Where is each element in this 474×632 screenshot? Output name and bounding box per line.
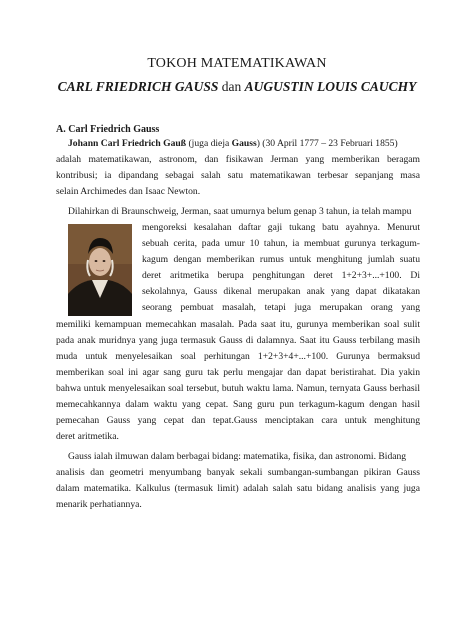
paragraph-line: deret aritmetika. bbox=[56, 431, 119, 442]
paragraph-line: kagum dengan memberikan rumus untuk menghitung jumlah suatu bbox=[142, 254, 420, 265]
paragraph-line: deret aritmetika berupa penghitungan deret 1+2+3+...+100. Di bbox=[142, 270, 420, 281]
paragraph-line: seorang pembuat masalah, tetapi juga merupakan orang yang bbox=[142, 302, 420, 313]
subtitle-name-gauss: CARL FRIEDRICH GAUSS bbox=[57, 79, 219, 94]
section-heading-gauss: A. Carl Friedrich Gauss bbox=[56, 124, 160, 135]
paragraph-line: selain Archimedes dan Isaac Newton. bbox=[56, 186, 201, 197]
page-title: TOKOH MATEMATIKAWAN bbox=[147, 56, 327, 71]
lead-dates: ) (30 April 1777 – 23 Februari 1855) bbox=[256, 138, 398, 149]
subtitle-name-cauchy: AUGUSTIN LOUIS CAUCHY bbox=[244, 79, 417, 94]
paragraph-line: dalam matematika. Kalkulus (termasuk limit) adalah salah satu bidang analisis yang juga bbox=[56, 483, 420, 494]
paragraph-line: kontribusi; ia dipandang sebagai salah satu matematikawan terbesar sepanjang masa bbox=[56, 170, 420, 181]
gauss-portrait-image bbox=[68, 224, 132, 316]
paragraph-line: muda untuk menyelesaikan soal perhitungan 1+2+3+4+...+100. Gurunya bermaksud bbox=[56, 351, 420, 362]
page-subtitle bbox=[0, 79, 474, 95]
paragraph-line: menarik perhatiannya. bbox=[56, 499, 142, 510]
paragraph-line: Dilahirkan di Braunschweig, Jerman, saat umurnya belum genap 3 tahun, ia telah mampu bbox=[68, 206, 412, 217]
gauss-full-name: Johann Carl Friedrich Gauß bbox=[68, 138, 187, 149]
paragraph-line: memiliki kemampuan memecahkan masalah. Pada saat itu, gurunya memberikan soal sulit bbox=[56, 319, 420, 330]
subtitle-connector: dan bbox=[221, 79, 242, 94]
paragraph1-lead-line bbox=[68, 138, 420, 150]
paragraph-line: sebuah cerita, pada umur 10 tahun, ia membuat gurunya terkagum- bbox=[142, 238, 420, 249]
paragraph-line: Gauss ialah ilmuwan dalam berbagai bidang: matematika, fisika, dan astronomi. Bidang bbox=[68, 451, 407, 462]
paragraph-line: bahwa untuk menyelesaikan soal tersebut, butuh waktu lama. Namun, ternyata Gauss berhasil bbox=[56, 383, 420, 394]
paragraph-line: sekolahnya, Gauss dikenal merupakan anak yang dapat dikatakan bbox=[142, 286, 420, 297]
paragraph-line: pada anak muridnya yang juga termasuk Gauss di dalamnya. Saat itu Gauss terbilang masih bbox=[56, 335, 420, 346]
gauss-alt-name: Gauss bbox=[231, 138, 257, 149]
paragraph-line: memecahkannya dalam waktu yang cepat. Sang guru pun terkagum-kagum dengan hasil bbox=[56, 399, 420, 410]
lead-text-part: (juga dieja bbox=[188, 138, 232, 149]
paragraph-line: mengoreksi kesalahan daftar gaji tukang batu ayahnya. Menurut bbox=[142, 222, 420, 233]
paragraph-line: analisis dan geometri menyumbang banyak sekali sumbangan-sumbangan pikiran Gauss bbox=[56, 467, 420, 478]
paragraph-line: pemecahan Gauss yang cepat dan tepat.Gauss menciptakan cara untuk menghitung bbox=[56, 415, 420, 426]
paragraph-line: memberikan soal ini agar sang guru tak perlu mengajar dan dapat beristirahat. Dia yakin bbox=[56, 367, 420, 378]
paragraph-line: adalah matematikawan, astronom, dan fisikawan Jerman yang memberikan beragam bbox=[56, 154, 420, 165]
